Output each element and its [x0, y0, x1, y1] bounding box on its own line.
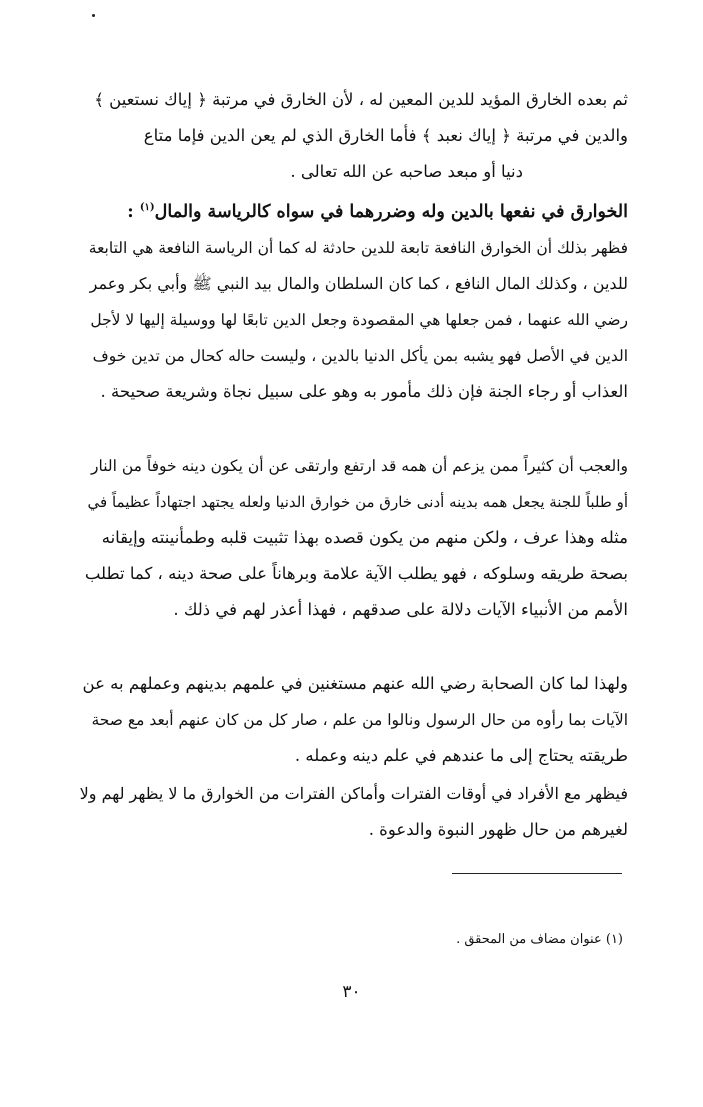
paragraph-line: ثم بعده الخارق المؤيد للدين المعين له ، لأن الخارق في مرتبة ﴿ إياك نستعين ﴾ [94, 90, 628, 109]
paragraph-line: العذاب أو رجاء الجنة فإن ذلك مأمور به وهو على سبيل نجاة وشريعة صحيحة . [100, 382, 628, 401]
footnote-separator [452, 873, 622, 874]
paragraph-line: مثله وهذا عرف ، ولكن منهم من يكون قصده بهذا تثبيت قلبه وطمأنينته وإيقانه [101, 528, 628, 547]
paragraph-1 [80, 82, 628, 190]
paragraph-line: دنيا أو مبعد صاحبه عن الله تعالى . [290, 162, 523, 181]
paragraph-line: الآيات بما رأوه من حال الرسول ونالوا من علم ، صار كل من كان عنهم أبعد مع صحة [91, 711, 628, 729]
footnote: (١) عنوان مضاف من المحقق . [456, 932, 623, 947]
footnote-marker: (١) [139, 202, 155, 214]
paragraph-line: أو طلباً للجنة يجعل همه بدينه أدنى خارق من خوارق الدنيا ولعله يجتهد اجتهاداً عظيماً في [87, 493, 628, 511]
paragraph-5 [80, 776, 628, 848]
paragraph-line: بصحة طريقه وسلوكه ، فهو يطلب الآية علامة وبرهاناً على صحة دينه ، كما تطلب [84, 564, 628, 583]
paragraph-4 [80, 666, 628, 774]
paragraph-line: طريقته يحتاج إلى ما عندهم في علم دينه وعمله . [294, 746, 628, 765]
paragraph-line: للدين ، وكذلك المال النافع ، كما كان السلطان والمال بيد النبي ﷺ وأبي بكر وعمر [89, 274, 628, 293]
paragraph-line: والعجب أن كثيراً ممن يزعم أن همه قد ارتفع وارتقى عن أن يكون دينه خوفاً من النار [91, 457, 628, 475]
paragraph-line: والدين في مرتبة ﴿ إياك نعبد ﴾ فأما الخارق الذي لم يعن الدين فإما متاع [143, 126, 628, 145]
paragraph-line: فظهر بذلك أن الخوارق النافعة تابعة للدين حادثة له كما أن الرياسة النافعة هي التابعة [88, 239, 628, 257]
heading-colon: : [127, 202, 140, 222]
paragraph-line: ولهذا لما كان الصحابة رضي الله عنهم مستغنين في علمهم بدينهم وعملهم به عن [82, 674, 628, 693]
paragraph-line: فيظهر مع الأفراد في أوقات الفترات وأماكن الفترات من الخوارق ما لا يظهر لهم ولا [80, 784, 628, 803]
paragraph-line: لغيرهم من حال ظهور النبوة والدعوة . [368, 820, 628, 839]
paragraph-line: الأمم من الأنبياء الآيات دلالة على صدقهم ، فهذا أعذر لهم في ذلك . [173, 600, 628, 619]
paragraph-line: رضي الله عنهما ، فمن جعلها هي المقصودة وجعل الدين تابعًا لها ووسيلة إليها لا لأجل [90, 311, 628, 329]
corner-dot [92, 14, 95, 17]
heading-text: الخوارق في نفعها بالدين وله وضررهما في سواه كالرياسة والمال [154, 202, 628, 222]
paragraph-line: الدين في الأصل فهو يشبه بمن يأكل الدنيا بالدين ، وليست حاله كحال من تدين خوف [92, 347, 628, 365]
paragraph-2 [80, 230, 628, 410]
section-heading [80, 194, 628, 230]
page-number: ٣٠ [342, 982, 361, 1002]
paragraph-3 [80, 448, 628, 628]
